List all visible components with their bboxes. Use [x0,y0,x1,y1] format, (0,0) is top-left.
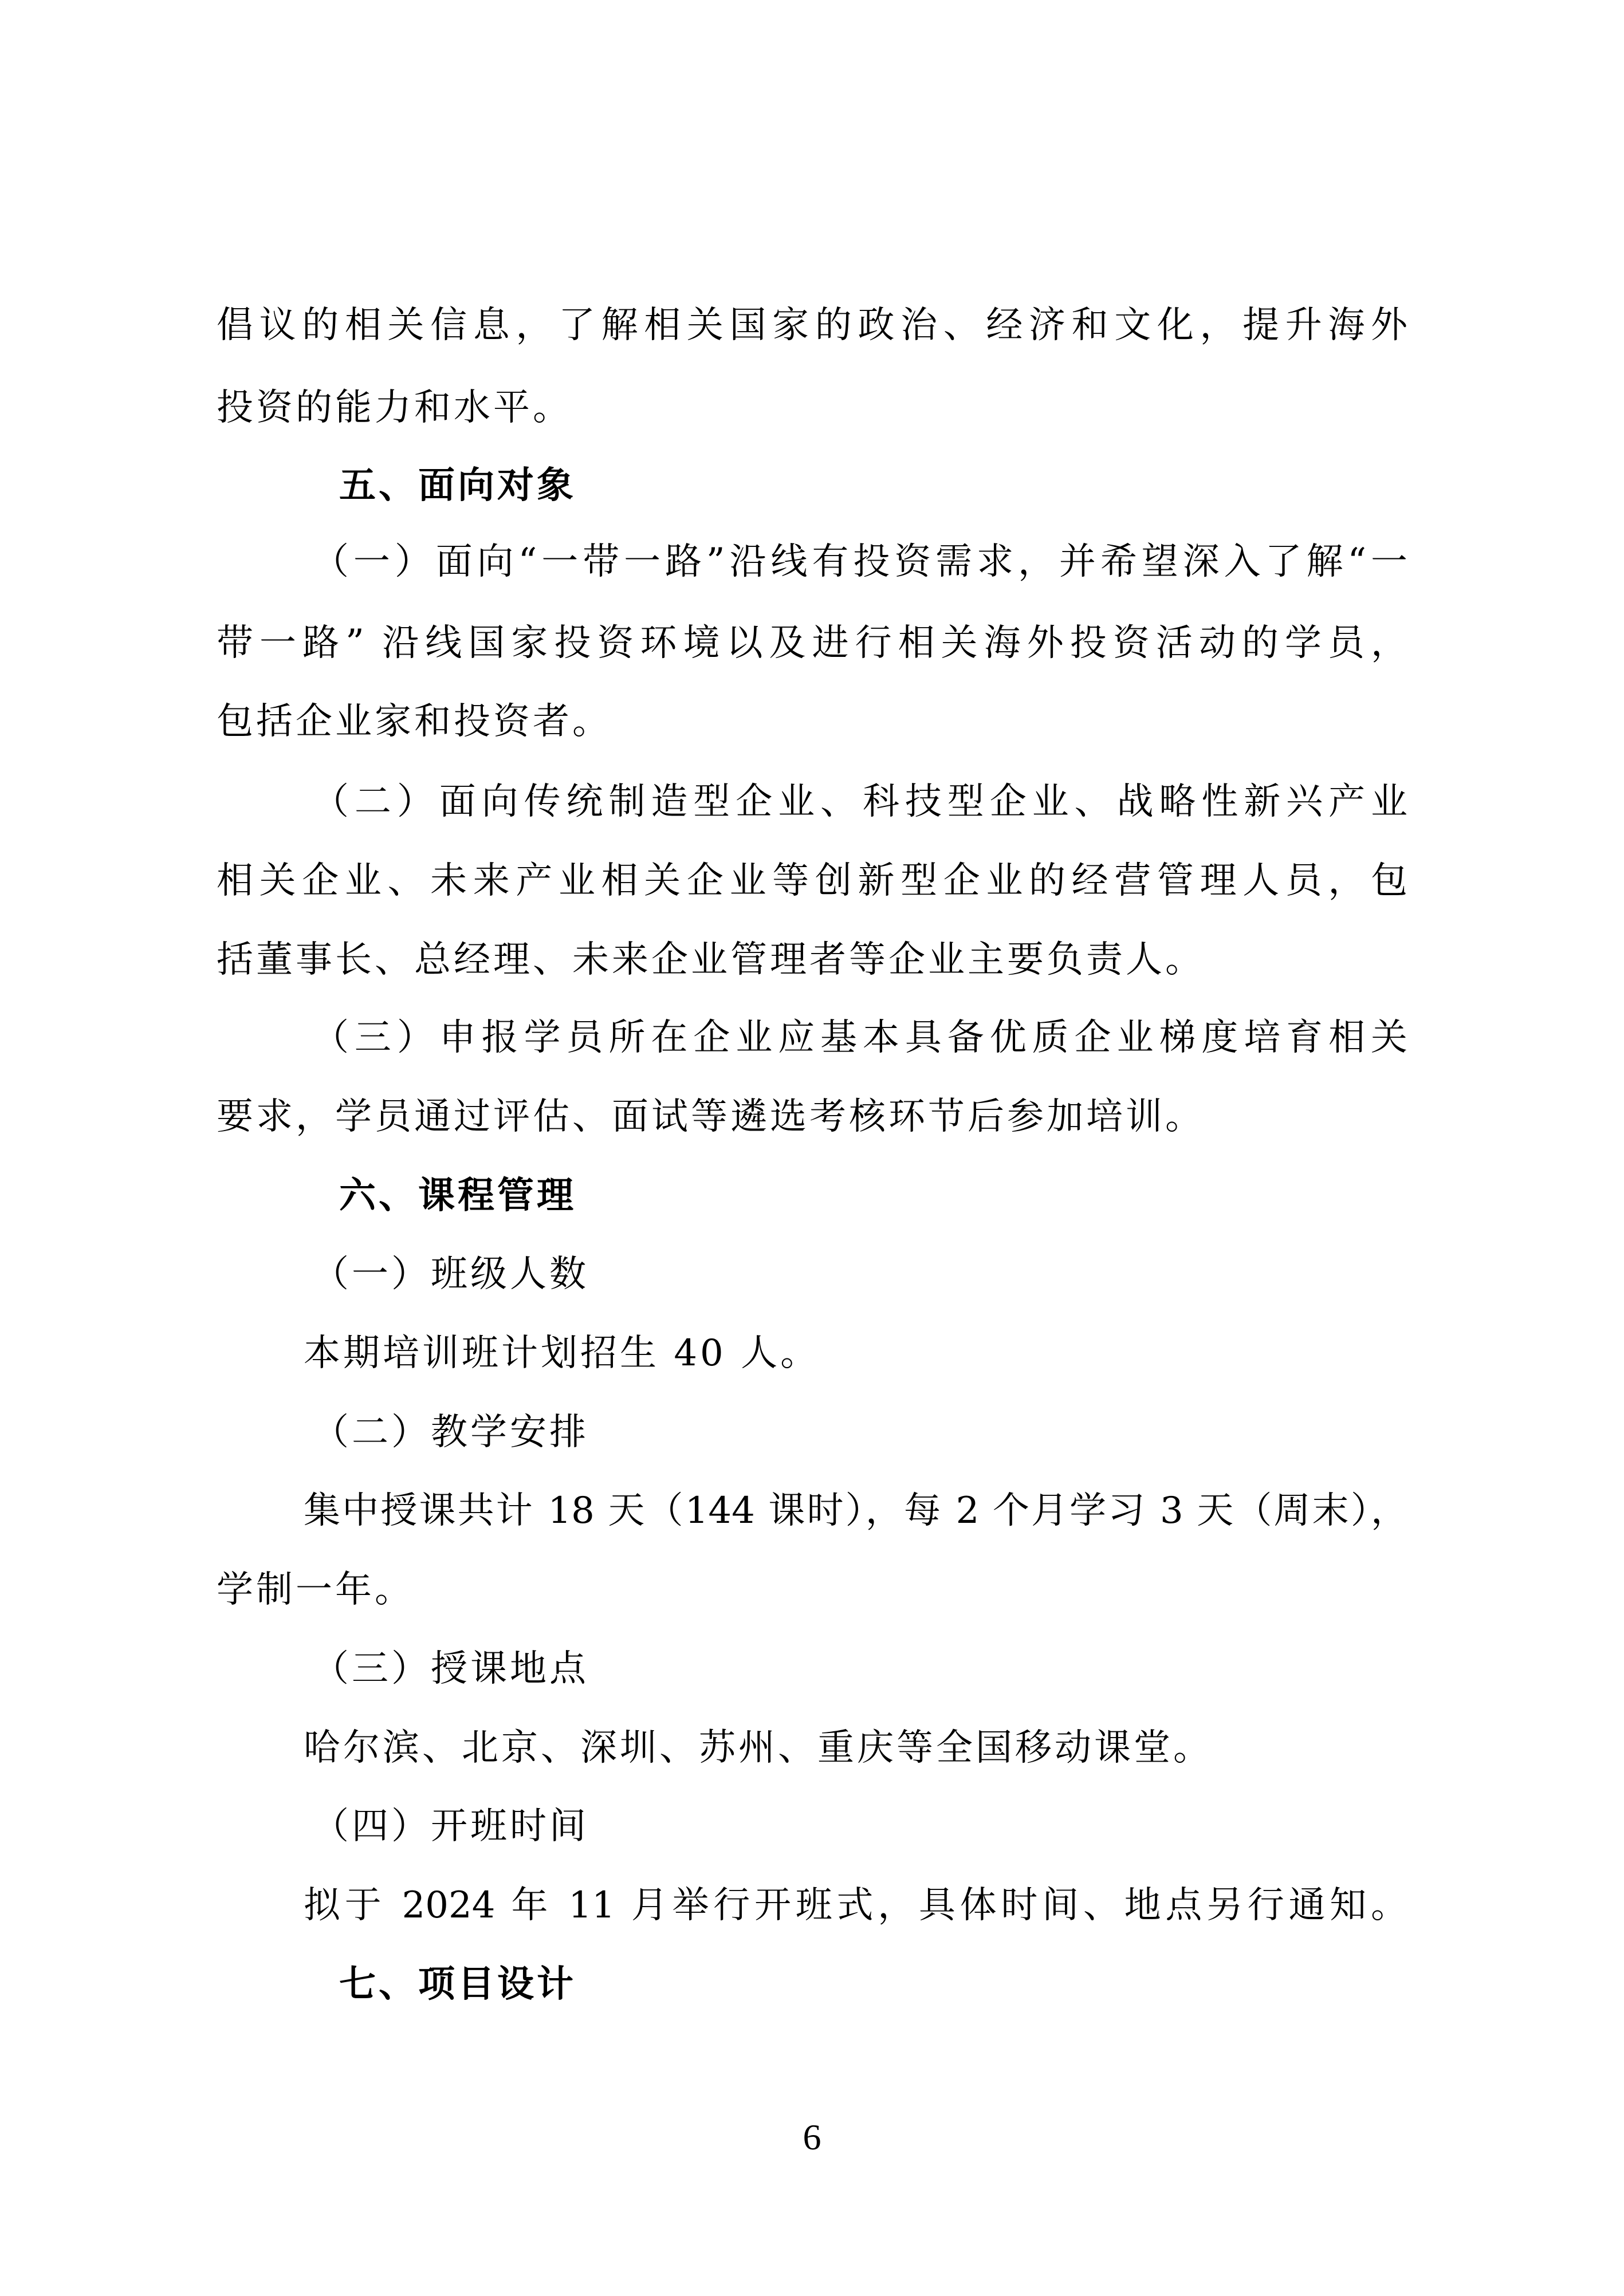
body-text-line: 拟于 2024 年 11 月举行开班式，具体时间、地点另行通知。 [304,1884,1407,1927]
body-text-line: 集中授课共计 18 天（144 课时），每 2 个月学习 3 天（周末）， [304,1490,1407,1532]
body-text-line: （三）申报学员所在企业应基本具备优质企业梯度培育相关 [312,1017,1407,1059]
body-text-line: 哈尔滨、北京、深圳、苏州、重庆等全国移动课堂。 [304,1727,1213,1769]
subsection-heading: （三）授课地点 [312,1648,589,1690]
section-heading: 五、面向对象 [339,464,576,507]
subsection-heading: （二）教学安排 [312,1411,589,1454]
subsection-heading: （四）开班时间 [312,1805,589,1848]
body-text-line: 相关企业、未来产业相关企业等创新型企业的经营管理人员，包 [217,860,1407,902]
body-text-line: 要求，学员通过评估、面试等遴选考核环节后参加培训。 [217,1096,1205,1138]
section-heading: 六、课程管理 [339,1175,576,1217]
body-text-line: （一）面向“一带一路”沿线有投资需求，并希望深入了解“一 [312,541,1407,583]
body-text-line: 括董事长、总经理、未来企业管理者等企业主要负责人。 [217,939,1205,981]
subsection-heading: （一）班级人数 [312,1253,589,1295]
body-text-line: 本期培训班计划招生 40 人。 [304,1332,820,1375]
body-text-line: 投资的能力和水平。 [217,387,572,429]
section-heading: 七、项目设计 [339,1963,576,2006]
body-text-line: 倡议的相关信息，了解相关国家的政治、经济和文化，提升海外 [217,304,1407,346]
body-text-line: （二）面向传统制造型企业、科技型企业、战略性新兴产业 [312,781,1407,823]
body-text-line: 学制一年。 [217,1569,414,1611]
page-number: 6 [803,2117,821,2157]
body-text-line: 带一路” 沿线国家投资环境以及进行相关海外投资活动的学员， [217,622,1407,664]
body-text-line: 包括企业家和投资者。 [217,700,612,743]
